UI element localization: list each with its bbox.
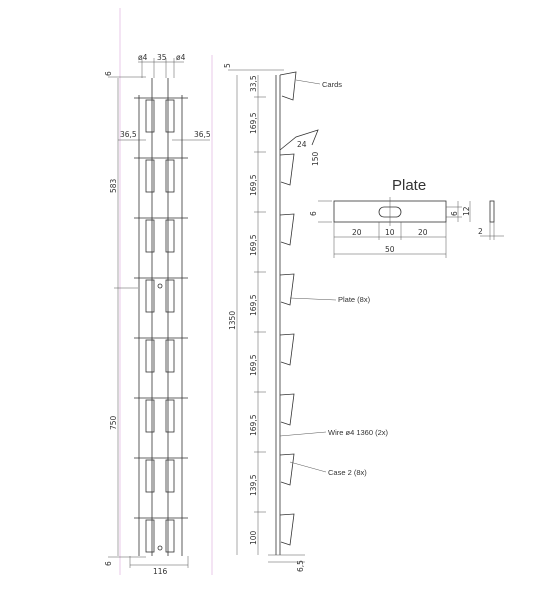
plate-right-dim-outer: 12: [462, 206, 471, 216]
edge-label-bottom: 6: [104, 561, 113, 566]
side-dim-6: 169,5: [249, 354, 258, 376]
callout-cards: Cards: [322, 80, 343, 89]
plate-right-dim-inner: 6: [450, 211, 459, 216]
front-shelf-2: [134, 158, 188, 192]
front-vertical-dim-lower: 750: [109, 415, 118, 430]
side-top-label: 5: [223, 63, 232, 68]
front-shelf-8: [134, 518, 188, 552]
plate-thickness-dim: 2: [478, 227, 483, 236]
side-bottom-dim: 6,5: [296, 560, 305, 572]
side-dim-2: 169,5: [249, 112, 258, 134]
side-total-dim: 1350: [228, 310, 237, 330]
side-view: [223, 63, 389, 572]
side-dim-3: 169,5: [249, 174, 258, 196]
front-shelf-6: [134, 398, 188, 432]
plate-title: Plate: [392, 177, 427, 194]
side-dim-7: 169,5: [249, 414, 258, 436]
front-shelf-5: [134, 338, 188, 372]
callout-case: Case 2 (8x): [328, 468, 367, 477]
front-shelf-1: [134, 98, 188, 132]
plate-dim-left: 20: [352, 228, 362, 237]
side-dim-9: 100: [249, 530, 258, 545]
callout-wire: Wire ø4 1360 (2x): [328, 428, 389, 437]
side-dim-1: 33,5: [249, 75, 258, 92]
plate-left-dim: 6: [309, 211, 318, 216]
front-bottom-dim: 116: [153, 567, 168, 576]
front-shelf-3: [134, 218, 188, 252]
top-dim-wire-right: ø4: [176, 53, 186, 62]
front-shelf-4: [134, 278, 188, 312]
top-dim-spacing: 35: [157, 53, 167, 62]
plate-detail: [309, 177, 504, 258]
front-shelf-7: [134, 458, 188, 492]
plate-dim-slot: 10: [385, 228, 395, 237]
angle-dim-width: 24: [297, 140, 307, 149]
side-dim-right: 36,5: [194, 130, 211, 139]
plate-total-dim: 50: [385, 245, 395, 254]
side-dim-left: 36,5: [120, 130, 137, 139]
front-vertical-dim-upper: 583: [109, 178, 118, 193]
side-dim-5: 169,5: [249, 294, 258, 316]
plate-dim-right: 20: [418, 228, 428, 237]
plate-profile: [490, 201, 494, 222]
side-dim-8: 139,5: [249, 474, 258, 496]
side-dim-4: 169,5: [249, 234, 258, 256]
angle-dim-length: 150: [311, 151, 320, 166]
top-dim-wire-left: ø4: [138, 53, 148, 62]
callout-plate: Plate (8x): [338, 295, 371, 304]
edge-label-top: 6: [104, 71, 113, 76]
